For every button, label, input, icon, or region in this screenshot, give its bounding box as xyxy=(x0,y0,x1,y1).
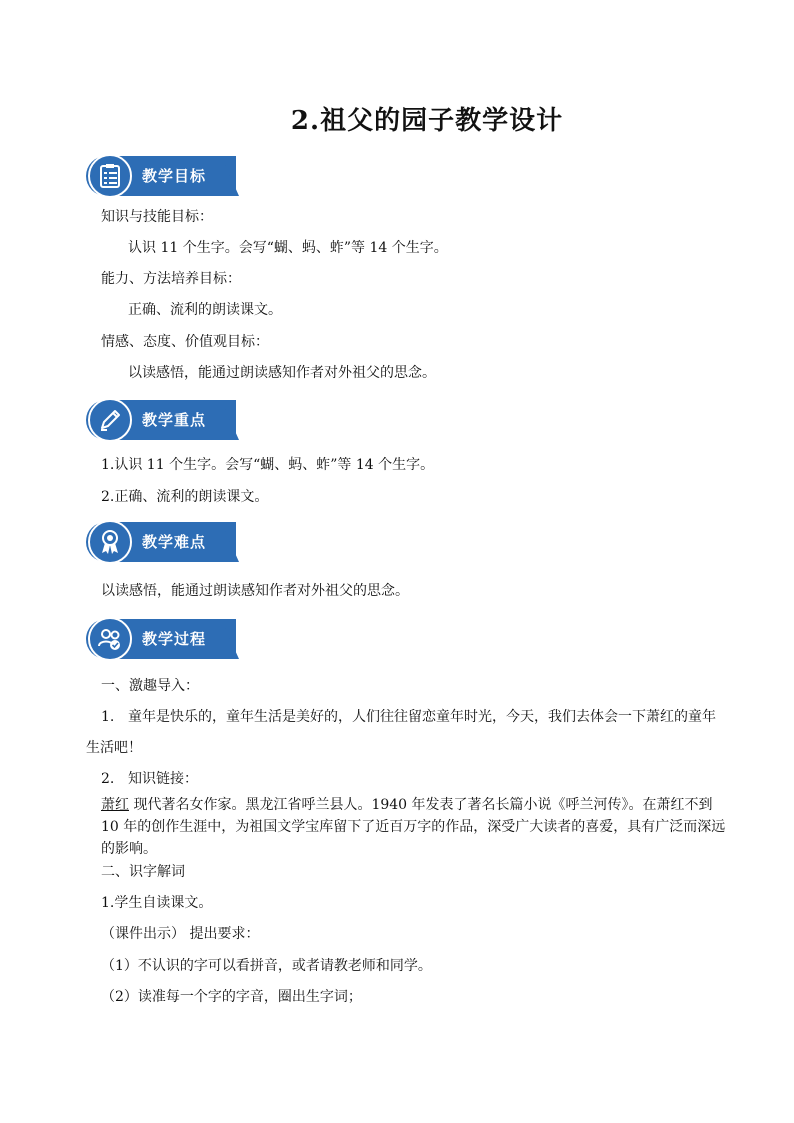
section-title-goals: 教学目标 xyxy=(142,167,207,185)
process-step1-item1-number: 1. xyxy=(101,709,115,725)
goal-ability-heading: 能力、方法培养目标： xyxy=(101,271,241,287)
award-ribbon-icon xyxy=(88,520,132,564)
process-step2-item1: 1.学生自读课文。 xyxy=(101,895,213,911)
goal-knowledge-heading: 知识与技能目标： xyxy=(101,209,213,225)
process-step1-item2-text: 知识链接： xyxy=(128,771,198,787)
author-name: 萧红 xyxy=(101,797,129,813)
process-step2-heading: 二、识字解词 xyxy=(101,864,185,880)
section-title-difficulties: 教学难点 xyxy=(142,533,207,551)
process-step1-item1-continuation: 生活吧！ xyxy=(86,740,142,756)
process-step2-note: （课件出示） 提出要求： xyxy=(101,926,260,942)
section-banner-process xyxy=(86,619,246,663)
keypoint-item-1: 1.认识 11 个生字。会写“蝴、蚂、蚱”等 14 个生字。 xyxy=(101,457,435,473)
goal-knowledge-text: 认识 11 个生字。会写“蝴、蚂、蚱”等 14 个生字。 xyxy=(128,240,448,256)
process-step2-requirement-2: （2）读准每一个字的字音，圈出生字词； xyxy=(101,989,362,1005)
section-banner-difficulties xyxy=(86,522,246,566)
section-title-process: 教学过程 xyxy=(142,630,207,648)
author-bio-text: 现代著名女作家。黑龙江省呼兰县人。1940 年发表了著名长篇小说《呼兰河传》。在萧红不到 10 年的创作生涯中，为祖国文学宝库留下了近百万字的作品，深受广大读者的喜爱，具有广泛而深远的影响。 xyxy=(101,797,726,857)
goal-emotion-heading: 情感、态度、价值观目标： xyxy=(101,334,269,350)
process-step2-requirement-1: （1）不认识的字可以看拼音，或者请教老师和同学。 xyxy=(101,958,432,974)
section-banner-keypoints xyxy=(86,400,246,444)
process-step1-item1-text: 童年是快乐的，童年生活是美好的，人们往往留恋童年时光，今天，我们去体会一下萧红的童年 xyxy=(128,709,716,725)
document-title: 2.祖父的园子教学设计 xyxy=(290,106,564,136)
process-step1-heading: 一、激趣导入： xyxy=(101,678,199,694)
section-title-keypoints: 教学重点 xyxy=(142,411,207,429)
process-step1-item2-number: 2. xyxy=(101,771,115,787)
people-icon xyxy=(88,617,132,661)
section-banner-goals xyxy=(86,156,246,200)
pencil-icon xyxy=(88,398,132,442)
keypoint-item-2: 2.正确、流利的朗读课文。 xyxy=(101,489,269,505)
goal-ability-text: 正确、流利的朗读课文。 xyxy=(128,302,282,318)
author-bio-paragraph xyxy=(101,794,726,860)
goal-emotion-text: 以读感悟，能通过朗读感知作者对外祖父的思念。 xyxy=(128,365,436,381)
difficulty-item-1: 以读感悟，能通过朗读感知作者对外祖父的思念。 xyxy=(101,583,409,599)
clipboard-list-icon xyxy=(88,154,132,198)
